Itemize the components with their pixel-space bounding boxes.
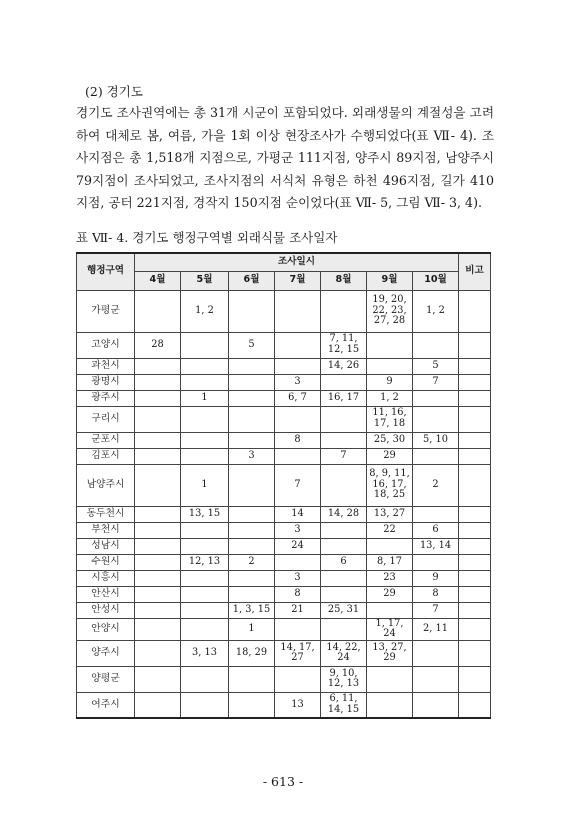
table-row	[77, 406, 491, 432]
date-cell	[275, 448, 321, 464]
date-cell: 7, 11, 12, 15	[321, 332, 367, 358]
region-cell: 성남시	[77, 538, 135, 554]
date-cell: 2, 11	[413, 618, 459, 640]
table-row	[77, 538, 491, 554]
date-cell	[321, 406, 367, 432]
date-cell: 21	[275, 602, 321, 618]
remarks-header: 비고	[459, 253, 491, 290]
remark-cell	[459, 570, 491, 586]
date-cell	[275, 358, 321, 374]
region-header: 행정구역	[77, 253, 135, 290]
table-row	[77, 332, 491, 358]
table-row	[77, 506, 491, 522]
date-cell: 18, 29	[229, 640, 275, 666]
table-row	[77, 666, 491, 692]
date-cell: 1, 2	[181, 290, 229, 332]
region-cell: 광주시	[77, 390, 135, 406]
date-cell: 8, 17	[367, 554, 413, 570]
remark-cell	[459, 406, 491, 432]
date-cell	[181, 374, 229, 390]
date-cell	[413, 640, 459, 666]
region-cell: 시흥시	[77, 570, 135, 586]
remark-cell	[459, 554, 491, 570]
date-cell: 13, 27, 29	[367, 640, 413, 666]
date-cell: 13	[275, 692, 321, 718]
date-cell	[229, 290, 275, 332]
date-cell	[135, 406, 181, 432]
date-cell	[413, 554, 459, 570]
remark-cell	[459, 290, 491, 332]
table-row	[77, 586, 491, 602]
region-cell: 부천시	[77, 522, 135, 538]
date-cell	[229, 570, 275, 586]
date-cell: 6, 7	[275, 390, 321, 406]
region-cell: 구리시	[77, 406, 135, 432]
date-cell	[181, 570, 229, 586]
date-cell	[181, 538, 229, 554]
date-cell	[135, 666, 181, 692]
date-cell	[229, 666, 275, 692]
date-cell: 1	[181, 390, 229, 406]
date-cell	[367, 692, 413, 718]
table-row	[77, 522, 491, 538]
remark-cell	[459, 522, 491, 538]
date-cell	[135, 522, 181, 538]
date-cell: 14	[275, 506, 321, 522]
remark-cell	[459, 666, 491, 692]
date-cell: 3	[275, 570, 321, 586]
date-cell	[321, 586, 367, 602]
month-header: 6월	[229, 271, 275, 290]
date-cell	[181, 618, 229, 640]
date-cell: 1	[181, 464, 229, 506]
date-cell: 1, 3, 15	[229, 602, 275, 618]
date-cell	[229, 390, 275, 406]
date-cell	[321, 618, 367, 640]
remark-cell	[459, 692, 491, 718]
date-cell: 9, 10, 12, 13	[321, 666, 367, 692]
date-cell: 13, 27	[367, 506, 413, 522]
date-cell	[181, 522, 229, 538]
date-cell	[135, 374, 181, 390]
month-header: 8월	[321, 271, 367, 290]
date-cell	[275, 406, 321, 432]
date-cell	[229, 374, 275, 390]
region-cell: 안성시	[77, 602, 135, 618]
date-cell	[413, 506, 459, 522]
date-cell: 9	[367, 374, 413, 390]
table-row	[77, 618, 491, 640]
survey-date-table	[76, 252, 491, 719]
date-cell: 1	[229, 618, 275, 640]
date-cell	[275, 666, 321, 692]
date-cell	[367, 538, 413, 554]
date-cell	[135, 692, 181, 718]
region-cell: 여주시	[77, 692, 135, 718]
table-row	[77, 432, 491, 448]
date-cell: 6, 11, 14, 15	[321, 692, 367, 718]
date-cell: 19, 20, 22, 23, 27, 28	[367, 290, 413, 332]
table-row	[77, 640, 491, 666]
date-cell	[135, 618, 181, 640]
date-cell: 5	[229, 332, 275, 358]
date-cell	[135, 538, 181, 554]
date-cell	[275, 290, 321, 332]
date-cell	[413, 666, 459, 692]
date-cell	[135, 586, 181, 602]
date-cell: 3	[275, 374, 321, 390]
date-cell	[413, 406, 459, 432]
date-cell: 2	[413, 464, 459, 506]
date-cell: 8, 9, 11, 16, 17, 18, 25	[367, 464, 413, 506]
region-cell: 광명시	[77, 374, 135, 390]
table-row	[77, 570, 491, 586]
date-cell: 7	[413, 602, 459, 618]
date-cell	[367, 666, 413, 692]
date-cell	[275, 332, 321, 358]
date-cell	[181, 586, 229, 602]
remark-cell	[459, 432, 491, 448]
date-cell	[321, 374, 367, 390]
date-cell: 2	[229, 554, 275, 570]
date-cell: 6	[413, 522, 459, 538]
section-heading: (2) 경기도	[85, 84, 143, 99]
date-cell	[413, 448, 459, 464]
table-row	[77, 602, 491, 618]
date-cell: 13, 14	[413, 538, 459, 554]
body-paragraph: 경기도 조사권역에는 총 31개 시군이 포함되었다. 외래생물의 계절성을 고려하여 대체로 봄, 여름, 가을 1회 이상 현장조사가 수행되었다(표 Ⅶ- 4). 조사지점은 총 1,518개 지점으로, 가평군 111지점, 양주시 89지점, 남양주시 79지점이 조사되었고, 조사지점의 서식처 유형은 하천 496지점, 길가 410지점, 공터 221지점, 경작지 150지점 순이었다(표 Ⅶ- 5, 그림 Ⅶ- 3, 4).	[76, 105, 494, 211]
date-cell	[367, 332, 413, 358]
region-cell: 양주시	[77, 640, 135, 666]
remark-cell	[459, 374, 491, 390]
date-cell: 8	[275, 432, 321, 448]
month-header: 10월	[413, 271, 459, 290]
remark-cell	[459, 506, 491, 522]
date-cell: 6	[321, 554, 367, 570]
date-cell: 25, 31	[321, 602, 367, 618]
date-cell: 25, 30	[367, 432, 413, 448]
date-cell	[321, 432, 367, 448]
date-cell	[229, 522, 275, 538]
date-cell: 23	[367, 570, 413, 586]
date-cell: 5, 10	[413, 432, 459, 448]
date-cell: 29	[367, 586, 413, 602]
date-cell	[135, 432, 181, 448]
date-cell: 7	[413, 374, 459, 390]
date-cell	[181, 666, 229, 692]
remark-cell	[459, 390, 491, 406]
date-cell: 29	[367, 448, 413, 464]
date-cell: 3	[229, 448, 275, 464]
date-cell: 8	[413, 586, 459, 602]
date-cell: 1, 17, 24	[367, 618, 413, 640]
date-cell	[367, 358, 413, 374]
date-cell	[413, 692, 459, 718]
date-cell	[229, 406, 275, 432]
date-cell	[135, 290, 181, 332]
table-row	[77, 464, 491, 506]
page-number: - 613 -	[262, 774, 304, 789]
region-cell: 가평군	[77, 290, 135, 332]
date-cell: 14, 17, 27	[275, 640, 321, 666]
date-cell: 7	[321, 448, 367, 464]
date-cell	[181, 406, 229, 432]
remark-cell	[459, 448, 491, 464]
region-cell: 과천시	[77, 358, 135, 374]
survey-date-header: 조사일시	[135, 253, 459, 271]
remark-cell	[459, 586, 491, 602]
date-cell: 14, 28	[321, 506, 367, 522]
date-cell: 14, 26	[321, 358, 367, 374]
date-cell: 24	[275, 538, 321, 554]
date-cell: 28	[135, 332, 181, 358]
remark-cell	[459, 538, 491, 554]
table-row	[77, 554, 491, 570]
date-cell: 8	[275, 586, 321, 602]
date-cell: 9	[413, 570, 459, 586]
date-cell	[367, 602, 413, 618]
date-cell: 12, 13	[181, 554, 229, 570]
date-cell: 1, 2	[413, 290, 459, 332]
remark-cell	[459, 640, 491, 666]
table-row	[77, 358, 491, 374]
table-row	[77, 374, 491, 390]
date-cell	[413, 390, 459, 406]
region-cell: 수원시	[77, 554, 135, 570]
date-cell	[321, 522, 367, 538]
date-cell	[321, 464, 367, 506]
date-cell	[181, 448, 229, 464]
date-cell	[229, 538, 275, 554]
date-cell	[135, 602, 181, 618]
date-cell	[181, 358, 229, 374]
date-cell	[135, 464, 181, 506]
date-cell: 11, 16, 17, 18	[367, 406, 413, 432]
date-cell: 13, 15	[181, 506, 229, 522]
date-cell: 5	[413, 358, 459, 374]
table-row	[77, 290, 491, 332]
remark-cell	[459, 332, 491, 358]
date-cell	[229, 432, 275, 448]
date-cell: 3	[275, 522, 321, 538]
region-cell: 동두천시	[77, 506, 135, 522]
date-cell	[135, 554, 181, 570]
date-cell	[181, 602, 229, 618]
date-cell	[135, 390, 181, 406]
region-cell: 김포시	[77, 448, 135, 464]
month-header-row	[77, 271, 491, 290]
date-cell	[135, 640, 181, 666]
table-row	[77, 692, 491, 718]
date-cell: 7	[275, 464, 321, 506]
date-cell	[229, 586, 275, 602]
month-header: 7월	[275, 271, 321, 290]
date-cell	[229, 506, 275, 522]
region-cell: 남양주시	[77, 464, 135, 506]
remark-cell	[459, 602, 491, 618]
remark-cell	[459, 464, 491, 506]
date-cell	[229, 692, 275, 718]
date-cell: 3, 13	[181, 640, 229, 666]
date-cell: 1, 2	[367, 390, 413, 406]
date-cell	[135, 506, 181, 522]
date-cell	[135, 570, 181, 586]
date-cell	[181, 332, 229, 358]
region-cell: 양평군	[77, 666, 135, 692]
remark-cell	[459, 618, 491, 640]
date-cell	[275, 618, 321, 640]
region-cell: 고양시	[77, 332, 135, 358]
table-caption: 표 Ⅶ- 4. 경기도 행정구역별 외래식물 조사일자	[76, 230, 338, 245]
date-cell: 14, 22, 24	[321, 640, 367, 666]
date-cell: 16, 17	[321, 390, 367, 406]
date-cell	[321, 290, 367, 332]
table-row	[77, 390, 491, 406]
date-cell	[321, 570, 367, 586]
month-header: 5월	[181, 271, 229, 290]
remark-cell	[459, 358, 491, 374]
date-cell	[181, 692, 229, 718]
date-cell	[135, 448, 181, 464]
date-cell	[135, 358, 181, 374]
date-cell	[229, 464, 275, 506]
region-cell: 군포시	[77, 432, 135, 448]
date-cell	[413, 332, 459, 358]
table-row	[77, 448, 491, 464]
month-header: 4월	[135, 271, 181, 290]
month-header: 9월	[367, 271, 413, 290]
date-cell	[229, 358, 275, 374]
region-cell: 안산시	[77, 586, 135, 602]
date-cell	[275, 554, 321, 570]
date-cell	[181, 432, 229, 448]
region-cell: 안양시	[77, 618, 135, 640]
date-cell	[321, 538, 367, 554]
date-cell: 22	[367, 522, 413, 538]
